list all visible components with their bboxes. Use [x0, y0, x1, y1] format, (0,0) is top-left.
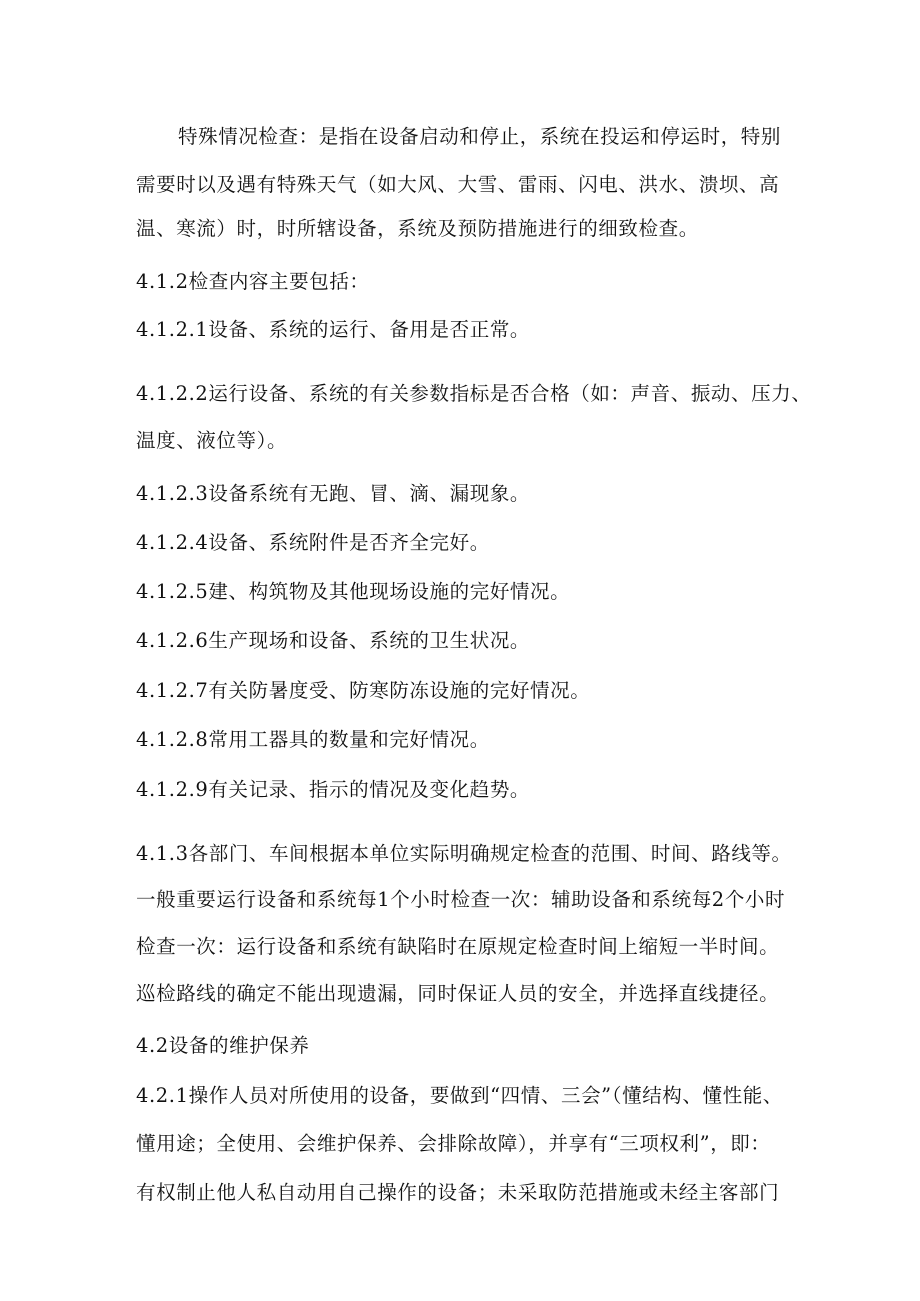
item-4-1-2-9: 4.1.2.9有关记录、指示的情况及变化趋势。	[136, 778, 531, 801]
section-4-1-3-line-3: 检查一次：运行设备和系统有缺陷时在原规定检查时间上缩短一半时间。	[136, 935, 780, 958]
item-4-1-2-3: 4.1.2.3设备系统有无跑、冒、滴、漏现象。	[136, 482, 531, 505]
section-4-1-3-line-2: 一般重要运行设备和系统每1个小时检查一次：辅助设备和系统每2个小时	[136, 888, 786, 911]
item-4-1-2-6: 4.1.2.6生产现场和设备、系统的卫生状况。	[136, 629, 531, 652]
item-4-1-2-2-line-1: 4.1.2.2运行设备、系统的有关参数指标是否合格（如：声音、振动、压力、	[136, 382, 812, 405]
item-4-1-2-1: 4.1.2.1设备、系统的运行、备用是否正常。	[136, 318, 531, 341]
item-4-1-2-4: 4.1.2.4设备、系统附件是否齐全完好。	[136, 531, 490, 554]
paragraph-special-inspection-line-1: 特殊情况检查：是指在设备启动和停止，系统在投运和停运时，特别	[178, 125, 782, 148]
section-4-2-1-line-2: 懂用途；全使用、会维护保养、会排除故障），并享有“三项权利”，即：	[136, 1132, 771, 1155]
item-4-1-2-7: 4.1.2.7有关防暑度受、防寒防冻设施的完好情况。	[136, 679, 591, 702]
item-4-1-2-2-line-2: 温度、液位等）。	[136, 429, 288, 452]
paragraph-special-inspection-line-3: 温、寒流）时，时所辖设备，系统及预防措施进行的细致检查。	[136, 217, 699, 240]
section-4-2-1-line-1: 4.2.1操作人员对所使用的设备，要做到“四情、三会”（懂结构、懂性能、	[136, 1084, 783, 1107]
section-4-2-1-line-3: 有权制止他人私自动用自己操作的设备；未采取防范措施或未经主客部门	[136, 1181, 780, 1204]
item-4-1-2-8: 4.1.2.8常用工器具的数量和完好情况。	[136, 728, 490, 751]
section-4-1-3-line-4: 巡检路线的确定不能出现遗漏，同时保证人员的安全，并选择直线捷径。	[136, 982, 780, 1005]
section-heading-4-1-2: 4.1.2检查内容主要包括：	[136, 270, 370, 293]
section-4-1-3-line-1: 4.1.3各部门、车间根据本单位实际明确规定检查的范围、时间、路线等。	[136, 842, 792, 865]
item-4-1-2-5: 4.1.2.5建、构筑物及其他现场设施的完好情况。	[136, 580, 571, 603]
paragraph-special-inspection-line-2: 需要时以及遇有特殊天气（如大风、大雪、雷雨、闪电、洪水、溃坝、高	[136, 173, 780, 196]
section-heading-4-2: 4.2设备的维护保养	[136, 1034, 310, 1057]
